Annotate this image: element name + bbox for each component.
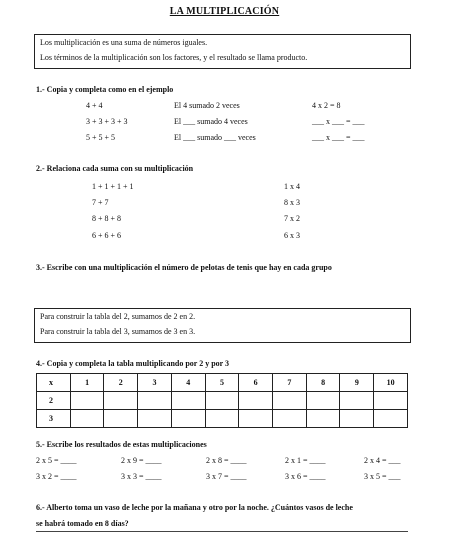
table-cell [70, 410, 104, 428]
table-header-cell: 5 [205, 374, 239, 392]
ex1-mult-2: ___ x ___ = ___ [312, 117, 365, 126]
ex5-item: 2 x 9 = ____ [121, 456, 162, 465]
ex1-desc-1: El 4 sumado 2 veces [174, 101, 240, 110]
exercise-3-heading: 3.- Escribe con una multiplicación el número de pelotas de tenis que hay en cada grupo [36, 263, 332, 272]
ex5-item: 2 x 1 = ____ [285, 456, 326, 465]
ex1-mult-3: ___ x ___ = ___ [312, 133, 365, 142]
table-rule-line-1: Para construir la tabla del 2, sumamos de 2 en 2. [40, 312, 196, 321]
table-cell [138, 410, 172, 428]
ex2-mult-4: 6 x 3 [284, 231, 300, 240]
ex2-mult-2: 8 x 3 [284, 198, 300, 207]
multiplication-table [36, 373, 408, 428]
definition-line-2: Los términos de la multiplicación son los factores, y el resultado se llama producto. [40, 53, 308, 62]
exercise-5-heading: 5.- Escribe los resultados de estas multiplicaciones [36, 440, 207, 449]
table-cell [340, 410, 374, 428]
table-header-cell: 9 [340, 374, 374, 392]
table-cell [340, 392, 374, 410]
table-cell [239, 410, 273, 428]
ex1-desc-3: El ___ sumado ___ veces [174, 133, 256, 142]
table-cell [273, 410, 307, 428]
answer-line [36, 531, 408, 532]
table-cell [70, 392, 104, 410]
exercise-4-heading: 4.- Copia y completa la tabla multiplicando por 2 y por 3 [36, 359, 230, 368]
ex5-item: 3 x 5 = ___ [364, 472, 401, 481]
table-cell [306, 410, 340, 428]
table-header-cell: x [37, 374, 71, 392]
table-row-head: 2 [37, 392, 71, 410]
ex2-sum-2: 7 + 7 [92, 198, 109, 207]
table-cell [374, 410, 408, 428]
table-header-cell: 2 [104, 374, 138, 392]
page-title: LA MULTIPLICACIÓN [169, 6, 280, 17]
definition-box [34, 34, 411, 69]
ex2-sum-1: 1 + 1 + 1 + 1 [92, 182, 134, 191]
table-cell [104, 410, 138, 428]
table-cell [239, 392, 273, 410]
ex5-item: 3 x 2 = ____ [36, 472, 77, 481]
table-header-cell: 1 [70, 374, 104, 392]
table-rule-line-2: Para construir la tabla del 3, sumamos de 3 en 3. [40, 327, 196, 336]
table-cell [205, 392, 239, 410]
ex1-desc-2: El ___ sumado 4 veces [174, 117, 248, 126]
table-header-cell: 6 [239, 374, 273, 392]
table-cell [306, 392, 340, 410]
table-cell [171, 392, 205, 410]
ex2-mult-1: 1 x 4 [284, 182, 300, 191]
table-header-cell: 10 [374, 374, 408, 392]
table-cell [205, 410, 239, 428]
table-row-head: 3 [37, 410, 71, 428]
table-header-cell: 8 [306, 374, 340, 392]
table-header-cell: 3 [138, 374, 172, 392]
ex5-item: 3 x 7 = ____ [206, 472, 247, 481]
table-row [37, 392, 408, 410]
ex1-sum-3: 5 + 5 + 5 [86, 133, 116, 142]
ex5-item: 2 x 5 = ____ [36, 456, 77, 465]
table-cell [273, 392, 307, 410]
table-cell [104, 392, 138, 410]
ex2-sum-4: 6 + 6 + 6 [92, 231, 122, 240]
ex5-item: 2 x 4 = ___ [364, 456, 401, 465]
exercise-6-line-2: se habrá tomado en 8 días? [36, 519, 129, 528]
table-cell [374, 392, 408, 410]
ex2-sum-3: 8 + 8 + 8 [92, 214, 122, 223]
ex5-item: 3 x 6 = ____ [285, 472, 326, 481]
ex2-mult-3: 7 x 2 [284, 214, 300, 223]
exercise-6-line-1: 6.- Alberto toma un vaso de leche por la mañana y otro por la noche. ¿Cuántos vasos de leche [36, 503, 353, 512]
table-cell [138, 392, 172, 410]
table-header-cell: 7 [273, 374, 307, 392]
ex1-sum-2: 3 + 3 + 3 + 3 [86, 117, 128, 126]
ex5-item: 2 x 8 = ____ [206, 456, 247, 465]
table-header-row [37, 374, 408, 392]
ex1-sum-1: 4 + 4 [86, 101, 103, 110]
exercise-2-heading: 2.- Relaciona cada suma con su multiplicación [36, 164, 194, 173]
table-rule-box [34, 308, 411, 343]
table-cell [171, 410, 205, 428]
table-header-cell: 4 [171, 374, 205, 392]
table-row [37, 410, 408, 428]
definition-line-1: Los multiplicación es una suma de números iguales. [40, 38, 208, 47]
exercise-1-heading: 1.- Copia y completa como en el ejemplo [36, 85, 174, 94]
ex5-item: 3 x 3 = ____ [121, 472, 162, 481]
ex1-mult-1: 4 x 2 = 8 [312, 101, 341, 110]
